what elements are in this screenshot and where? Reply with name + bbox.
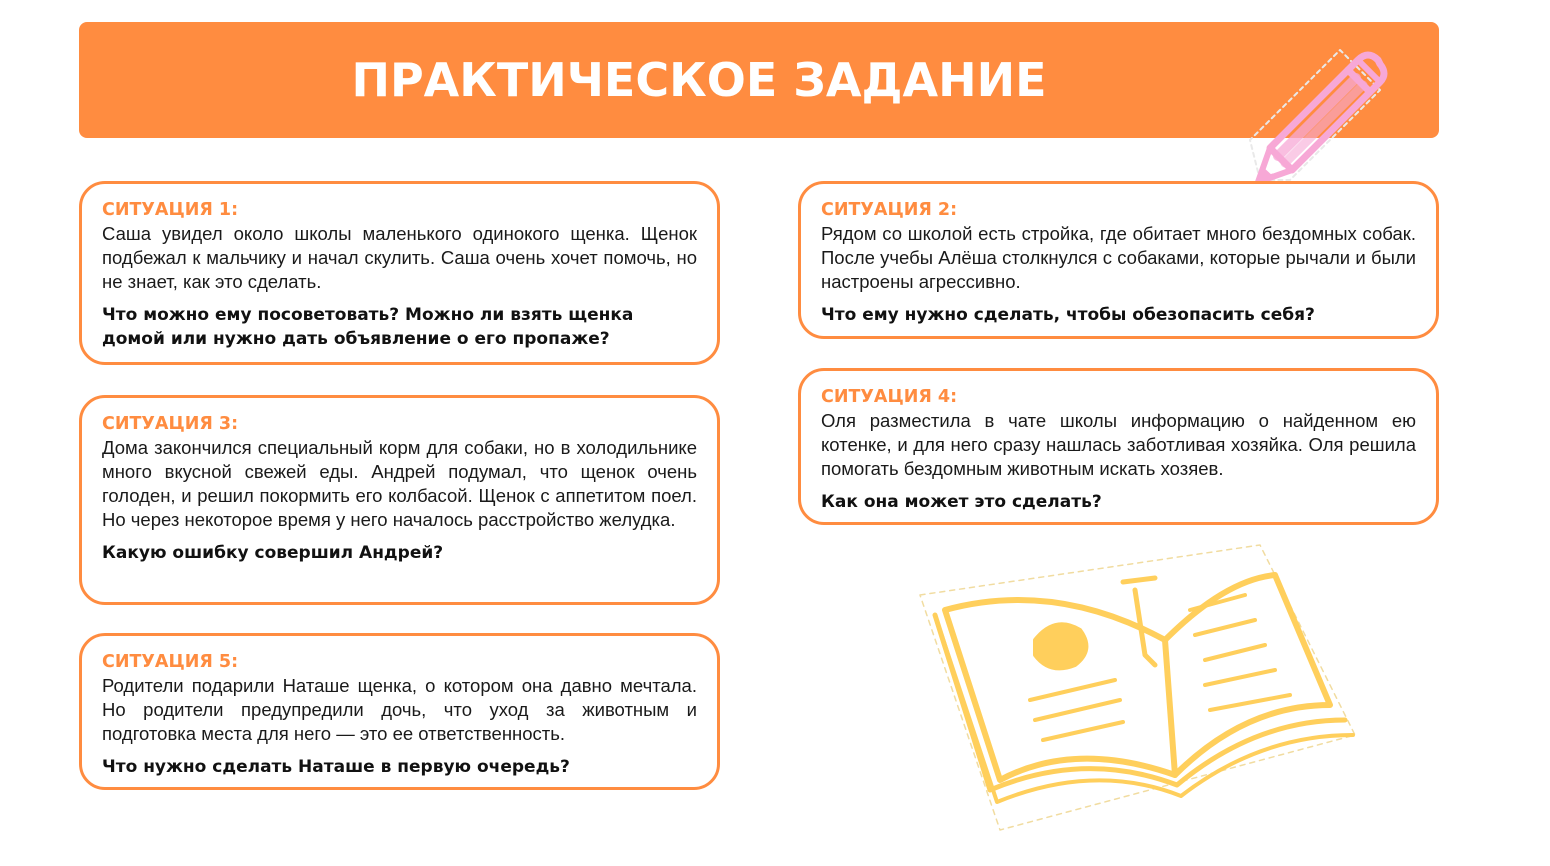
- situation-text: Родители подарили Наташе щенка, о котором она давно мечтала. Но родители предупредили дочь, что уход за животным и подготовка места для него — это ее ответственность.: [102, 675, 697, 744]
- situation-question: Что можно ему посоветовать? Можно ли взять щенка домой или нужно дать объявление о его пропаже?: [102, 305, 634, 349]
- situation-question: Какую ошибку совершил Андрей?: [102, 543, 444, 563]
- open-book-icon: [905, 540, 1375, 840]
- situation-text: Оля разместила в чате школы информацию о найденном ею котенке, и для него сразу нашлась заботливая хозяйка. Оля решила помогать бездомным животным искать хозяев.: [821, 410, 1416, 479]
- pencil-icon: [1230, 20, 1400, 195]
- page-title: ПРАКТИЧЕСКОЕ ЗАДАНИЕ: [351, 53, 1047, 107]
- situation-question: Как она может это сделать?: [821, 492, 1102, 512]
- situation-title: СИТУАЦИЯ 4:: [821, 387, 958, 407]
- situation-title: СИТУАЦИЯ 2:: [821, 200, 958, 220]
- situation-text: Саша увидел около школы маленького одинокого щенка. Щенок подбежал к мальчику и начал скулить. Саша очень хочет помочь, но не знает, как это сделать.: [102, 223, 697, 292]
- situation-question: Что нужно сделать Наташе в первую очередь?: [102, 757, 570, 777]
- situation-card-5: [79, 633, 720, 790]
- situation-text: Рядом со школой есть стройка, где обитает много бездомных собак. После учебы Алёша столкнулся с собаками, которые рычали и были настроены агрессивно.: [821, 223, 1416, 292]
- situation-card-3: [79, 395, 720, 605]
- situation-title: СИТУАЦИЯ 3:: [102, 414, 239, 434]
- situation-title: СИТУАЦИЯ 1:: [102, 200, 239, 220]
- situation-question: Что ему нужно сделать, чтобы обезопасить себя?: [821, 305, 1315, 325]
- situation-card-1: [79, 181, 720, 365]
- situation-card-2: [798, 181, 1439, 339]
- situation-title: СИТУАЦИЯ 5:: [102, 652, 239, 672]
- situation-text: Дома закончился специальный корм для собаки, но в холодильнике много вкусной свежей еды. Андрей подумал, что щенок очень голоден, и решил покормить его колбасой. Щенок с аппетитом поел. Но через некоторое время у него началось расстройство желудка.: [102, 437, 697, 530]
- situation-card-4: [798, 368, 1439, 525]
